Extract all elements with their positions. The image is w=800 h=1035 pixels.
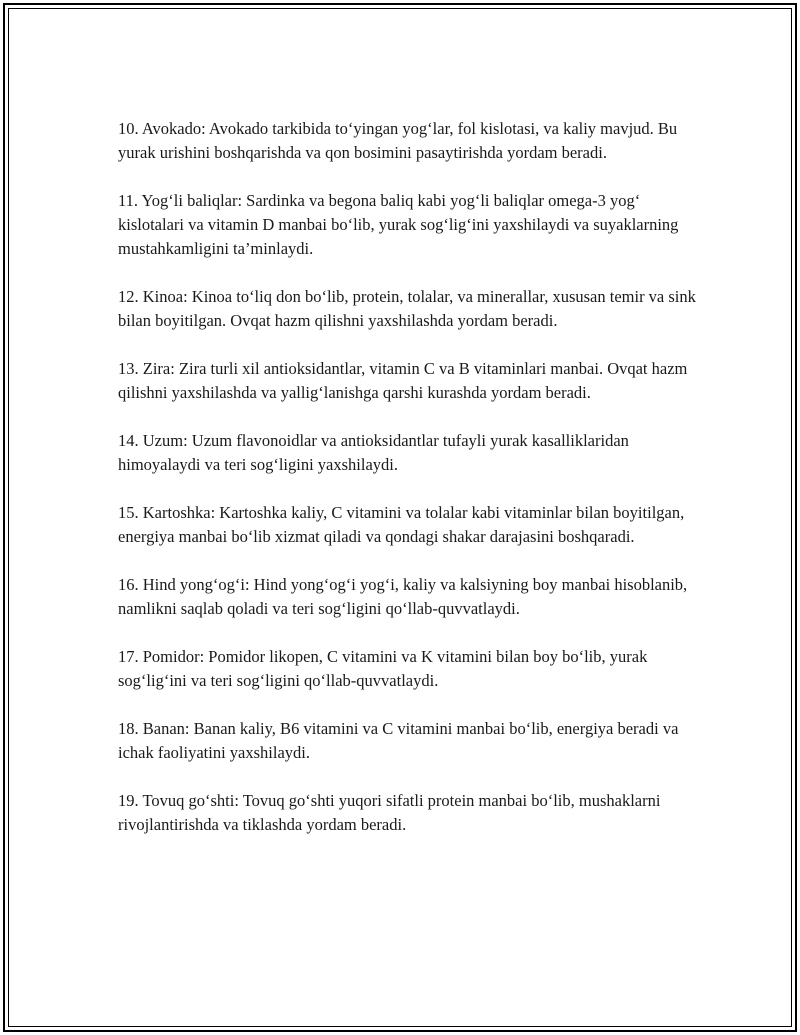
paragraph-hind-yongogi: 16. Hind yong‘og‘i: Hind yong‘og‘i yog‘i, kaliy va kalsiyning boy manbai hisoblanib, namlikni saqlab qoladi va teri sog‘ligini qo‘llab-quvvatlaydi. (118, 575, 688, 618)
document-body (118, 117, 698, 861)
paragraph-banan: 18. Banan: Banan kaliy, B6 vitamini va C vitamini manbai bo‘lib, energiya beradi va ichak faoliyatini yaxshilaydi. (118, 719, 679, 762)
paragraph-pomidor: 17. Pomidor: Pomidor likopen, C vitamini va K vitamini bilan boy bo‘lib, yurak sog‘lig‘ini va teri sog‘ligini qo‘llab-quvvatlaydi. (118, 647, 648, 690)
paragraph-avokado: 10. Avokado: Avokado tarkibida to‘yingan yog‘lar, fol kislotasi, va kaliy mavjud. Bu yurak urishini boshqarishda va qon bosimini pasaytirishda yordam beradi. (118, 119, 678, 162)
paragraph-uzum: 14. Uzum: Uzum flavonoidlar va antioksidantlar tufayli yurak kasalliklaridan himoyalaydi va teri sog‘ligini yaxshilaydi. (118, 431, 629, 474)
paragraph-yogli-baliqlar: 11. Yog‘li baliqlar: Sardinka va begona baliq kabi yog‘li baliqlar omega-3 yog‘ kislotalari va vitamin D manbai bo‘lib, yurak sog‘lig‘ini yaxshilaydi va suyaklarning mustahkamligini ta’minlaydi. (118, 191, 679, 258)
paragraph-tovuq-goshti: 19. Tovuq go‘shti: Tovuq go‘shti yuqori sifatli protein manbai bo‘lib, mushaklarni rivojlantirishda va tiklashda yordam beradi. (118, 791, 661, 834)
paragraph-kinoa: 12. Kinoa: Kinoa to‘liq don bo‘lib, protein, tolalar, va minerallar, xususan temir va sink bilan boyitilgan. Ovqat hazm qilishni yaxshilashda yordam beradi. (118, 287, 696, 330)
paragraph-kartoshka: 15. Kartoshka: Kartoshka kaliy, C vitamini va tolalar kabi vitaminlar bilan boyitilgan, energiya manbai bo‘lib xizmat qiladi va qondagi shakar darajasini boshqaradi. (118, 503, 685, 546)
paragraph-zira: 13. Zira: Zira turli xil antioksidantlar, vitamin C va B vitaminlari manbai. Ovqat hazm qilishni yaxshilashda va yallig‘lanishga qarshi kurashda yordam beradi. (118, 359, 688, 402)
